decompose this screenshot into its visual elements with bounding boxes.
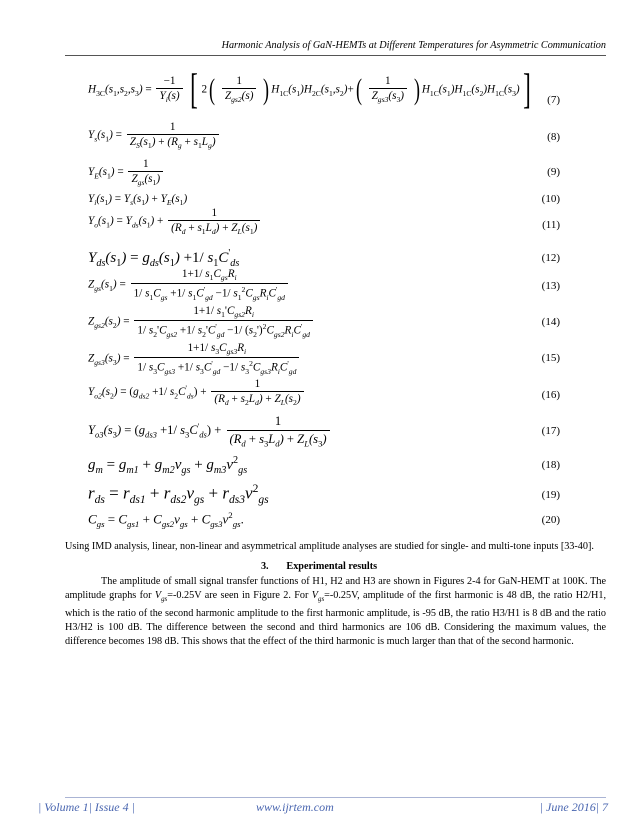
- equation-11: $Y_o(s_1) = Y_{ds}(s_1)$ + $\frac{1}{(R_d + s_1L_d) + Z_L(s_1)}$: [88, 207, 262, 236]
- footer-rule: [65, 797, 606, 798]
- equation-number: (8): [547, 131, 560, 143]
- equation-9: $Y_E(s_1)$ = $\frac{1}{Z_{gs}(s_1)}$: [88, 158, 165, 187]
- equation-number: (19): [541, 489, 560, 501]
- equation-14: $Z_{gs2}(s_2)$ = $\frac{1+1/ s_1'C_{gs2}R_i}{1/ s_2'C_{gs2} +1/ s_2'C'_{gd} -1/ (s_2')^2C_{gs2}R_iC'_{gd}}$: [88, 305, 315, 339]
- equation-7: $H_{3C}(s_1,s_2,s_3)$ = $\frac{-1}{Y_i(s)}$ [ 2( $\frac{1}{Z_{gs2}(s)}$ ) $H_{1C}(s_1)H_{2C}(s_1,s_2)+$( $\frac{1}{Z_{gs3}(s_3)}$ ) $H_{1C}(s_1)H_{1C}(s_2)H_{1C}(s_3)$]: [88, 67, 531, 113]
- vgs-symbol: $V_{gs}$: [311, 590, 325, 604]
- equation-20: $C_{gs} = C_{gs1} + C_{gs2}v_{gs} + C_{gs3}v^2_{gs}$.: [88, 510, 244, 529]
- footer-volume-issue: | Volume 1| Issue 4 |: [38, 800, 135, 814]
- running-header: Harmonic Analysis of GaN-HEMTs at Different Temperatures for Asymmetric Communication: [221, 40, 606, 51]
- equation-number: (15): [541, 352, 560, 364]
- equation-number: (20): [541, 514, 560, 526]
- equation-number: (17): [541, 425, 560, 437]
- header-rule: [65, 55, 606, 56]
- equation-number: (13): [541, 280, 560, 292]
- equation-number: (7): [547, 94, 560, 106]
- equation-number: (16): [541, 389, 560, 401]
- section-title: Experimental results: [286, 561, 378, 572]
- equation-10: $Y_i(s_1) = Y_s(s_1) + Y_E(s_1)$: [88, 193, 188, 208]
- equation-19: $r_{ds} = r_{ds1} + r_{ds2}v_{gs} + r_{ds3}v^2_{gs}$: [88, 482, 269, 507]
- equation-8: $Y_s(s_1)$ = $\frac{1}{Z_S(s_1) + (R_g + s_1L_g)}$: [88, 121, 221, 150]
- equation-18: $g_m = g_{m1} + g_{m2}v_{gs} + g_{m3}v^2_{gs}$: [88, 455, 248, 476]
- equation-17: $Y_{o3}(s_3) = (g_{ds3} +1/$ $s_3C'_{ds}$) + $\frac{1}{(R_d + s_3L_d) + Z_L(s_3)}$: [88, 414, 332, 449]
- vgs-symbol: $V_{gs}$: [154, 590, 168, 604]
- equation-16: $Y_{o2}(s_2) = (g_{ds2} +1/$ $s_2C'_{ds}$) + $\frac{1}{(R_d + s_2L_d) + Z_L(s_2)}$: [88, 378, 306, 407]
- section-heading: [0, 561, 638, 572]
- equation-15: $Z_{gs3}(s_3)$ = $\frac{1+1/ s_3C_{gs3}R_i}{1/ s_3C_{gs3} +1/ s_3C'_{gd} -1/ s_3^2C_{gs3}R_iC'_{gd}}$: [88, 342, 301, 376]
- equation-number: (12): [541, 252, 560, 264]
- paragraph-text: The amplitude of small signal transfer functions of H1, H2 and H3 are shown in Figures 2-4 for GaN-HEMT at 100K. The amplitude graphs for: [65, 576, 606, 601]
- equation-12: $Y_{ds}(s_1) = g_{ds}(s_1) +1/$ $s_1C'_{ds}$: [88, 248, 240, 269]
- equation-number: (18): [541, 459, 560, 471]
- paragraph-text: =-0.25V are seen in Figure 2. For: [167, 590, 312, 601]
- equation-number: (11): [542, 219, 560, 231]
- equation-number: (14): [541, 316, 560, 328]
- footer-website: www.ijrtem.com: [256, 800, 334, 814]
- section-number: 3.: [260, 561, 269, 572]
- equation-13: $Z_{gs}(s_1)$ = $\frac{1+1/ s_1C_{gs}R_i}{1/ s_1C_{gs} +1/ s_1C'_{gd} -1/ s_1^2C_{gs}R_iC'_{gd}}$: [88, 268, 290, 302]
- intro-sentence: Using IMD analysis, linear, non-linear and asymmetrical amplitude analyses are studied for single- and multi-tone inputs [33-40].: [65, 541, 594, 552]
- paragraph-text: =-0.25V, amplitude of the first harmonic is 48 dB, the ratio H2/H1, which is the ratio of the second harmonic amplitude to the first harmonic amplitude, is -95 dB, the ratio H3/H1 is 8 dB and the ratio H3/H2 is 100 dB. The difference between the second and third harmonics are 106 dB. Considering the maximum values, the difference becomes 198 dB. This shows that the effect of the third harmonic is much larger than that of the second harmonic.: [65, 590, 606, 648]
- footer-date-page: | June 2016| 7: [539, 800, 608, 814]
- equation-number: (10): [541, 193, 560, 205]
- equation-number: (9): [547, 166, 560, 178]
- results-paragraph: [65, 575, 606, 649]
